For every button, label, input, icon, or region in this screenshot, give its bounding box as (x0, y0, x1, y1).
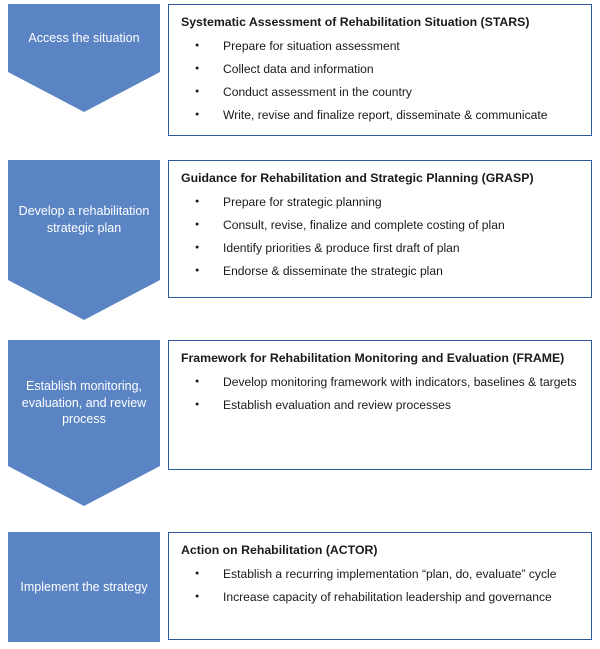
stage-arrow-develop-a-rehabilitation-strategic-plan (8, 160, 160, 280)
bullet-item: ● Identify priorities & produce first draft of plan (181, 241, 579, 257)
panel-bullet-list (181, 195, 579, 280)
stage-arrow-tip (8, 280, 160, 320)
stage-arrow-establish-monitoring-evaluation-and-review-process (8, 340, 160, 466)
bullet-item: ● Consult, revise, finalize and complete costing of plan (181, 218, 579, 234)
panel-title: Guidance for Rehabilitation and Strategic Planning (GRASP) (181, 171, 534, 185)
stage-arrow-label: Implement the strategy (20, 579, 148, 594)
stage-arrow-label: Establish monitoring, evaluation, and review process (21, 378, 147, 427)
bullet-item: ● Conduct assessment in the country (181, 85, 579, 101)
stage-panel-stars (168, 4, 592, 136)
stage-panel-frame (168, 340, 592, 470)
bullet-item: ● Increase capacity of rehabilitation leadership and governance (181, 590, 579, 606)
stage-arrow-tip (8, 466, 160, 506)
panel-title: Systematic Assessment of Rehabilitation Situation (STARS) (181, 15, 530, 29)
bullet-item: ● Establish evaluation and review processes (181, 398, 579, 414)
bullet-item: ● Write, revise and finalize report, disseminate & communicate (181, 108, 579, 124)
panel-title: Framework for Rehabilitation Monitoring and Evaluation (FRAME) (181, 351, 565, 365)
stage-arrow-label: Develop a rehabilitation strategic plan (18, 204, 150, 235)
bullet-item: ● Develop monitoring framework with indicators, baselines & targets (181, 375, 579, 391)
panel-bullet-list (181, 375, 579, 414)
bullet-item: ● Endorse & disseminate the strategic plan (181, 264, 579, 280)
stage-arrow-implement-the-strategy (8, 532, 160, 642)
bullet-item: ● Prepare for situation assessment (181, 39, 579, 55)
panel-bullet-list (181, 567, 579, 606)
stage-arrow-access-the-situation (8, 4, 160, 72)
bullet-item: ● Establish a recurring implementation “plan, do, evaluate” cycle (181, 567, 579, 583)
stage-panel-actor (168, 532, 592, 640)
panel-title: Action on Rehabilitation (ACTOR) (181, 543, 378, 557)
stage-arrow-tip (8, 72, 160, 112)
bullet-item: ● Collect data and information (181, 62, 579, 78)
bullet-item: ● Prepare for strategic planning (181, 195, 579, 211)
stage-panel-grasp (168, 160, 592, 298)
panel-bullet-list (181, 39, 579, 124)
stage-arrow-label: Access the situation (28, 30, 140, 45)
